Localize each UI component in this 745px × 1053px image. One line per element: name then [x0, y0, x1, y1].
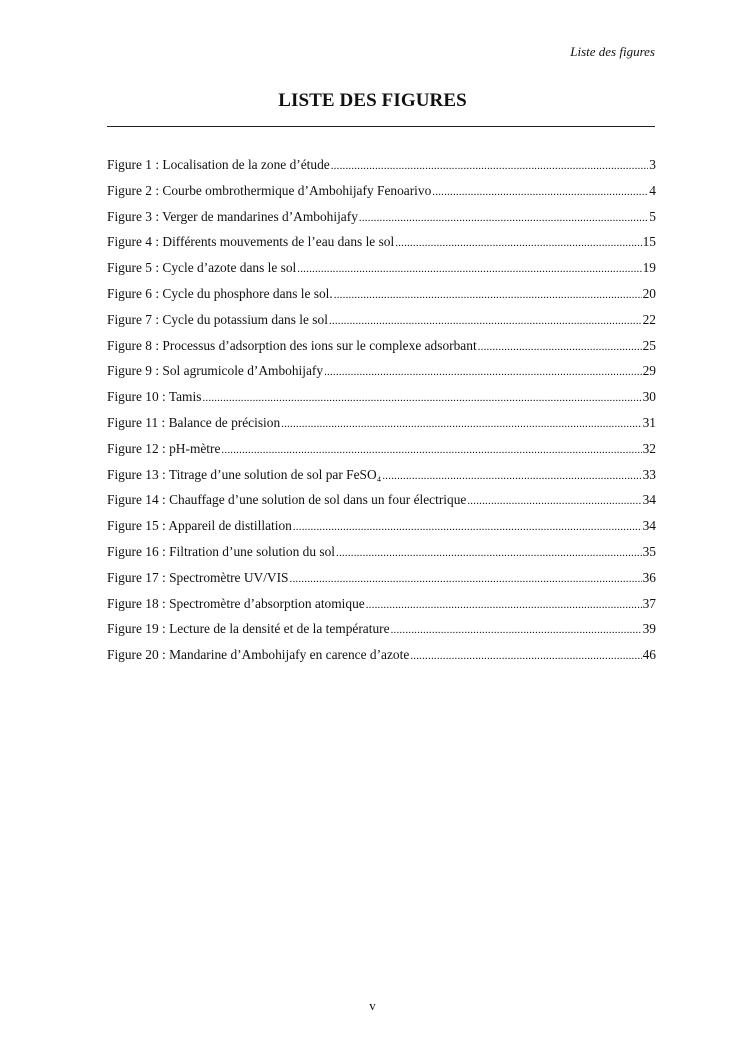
- figure-caption: Figure 17 : Spectromètre UV/VIS: [107, 569, 289, 585]
- figure-caption: Figure 1 : Localisation de la zone d’étude: [107, 157, 330, 172]
- figure-page-number: 32: [642, 440, 656, 456]
- figure-page-number: 4: [649, 182, 656, 198]
- list-item[interactable]: [107, 436, 656, 462]
- dot-leader: [221, 438, 641, 464]
- figure-caption: Figure 12 : pH-mètre: [107, 440, 221, 456]
- dot-leader: [410, 644, 641, 670]
- list-item[interactable]: [107, 513, 656, 539]
- dot-leader: [382, 464, 641, 490]
- figure-page-number: 46: [642, 647, 656, 663]
- figure-page-number: 29: [642, 363, 656, 379]
- figure-page-number: 25: [642, 337, 656, 353]
- dot-leader: [331, 154, 649, 180]
- page-number: v: [369, 998, 376, 1013]
- list-item[interactable]: [107, 204, 656, 230]
- list-item[interactable]: [107, 591, 656, 617]
- figure-page-number: 5: [649, 208, 656, 224]
- dot-leader: [336, 541, 642, 567]
- list-item[interactable]: [107, 178, 656, 204]
- figure-page-number: 33: [642, 466, 656, 482]
- running-header: Liste des figures: [570, 44, 655, 59]
- list-item[interactable]: [107, 462, 656, 488]
- list-item[interactable]: [107, 333, 656, 359]
- figure-caption: Figure 10 : Tamis: [107, 389, 202, 405]
- dot-leader: [366, 593, 642, 619]
- figure-page-number: 39: [642, 621, 656, 637]
- list-item[interactable]: [107, 410, 656, 436]
- dot-leader: [478, 335, 642, 361]
- figure-caption: Figure 6 : Cycle du phosphore dans le sol.: [107, 285, 333, 301]
- dot-leader: [359, 206, 648, 232]
- figure-caption: Figure 18 : Spectromètre d’absorption atomique: [107, 595, 365, 611]
- list-item[interactable]: [107, 642, 656, 668]
- title-divider: [107, 126, 655, 127]
- list-item[interactable]: [107, 539, 656, 565]
- dot-leader: [391, 618, 642, 644]
- figure-page-number: 34: [642, 518, 656, 534]
- list-item[interactable]: [107, 281, 656, 307]
- list-item[interactable]: [107, 487, 656, 513]
- figure-caption: Figure 16 : Filtration d’une solution du sol: [107, 543, 336, 559]
- figure-page-number: 15: [642, 234, 656, 250]
- dot-leader: [329, 309, 642, 335]
- dot-leader: [281, 412, 641, 438]
- list-item[interactable]: [107, 616, 656, 642]
- figure-page-number: 22: [642, 311, 656, 327]
- dot-leader: [467, 489, 641, 515]
- figure-caption: Figure 14 : Chauffage d’une solution de sol dans un four électrique: [107, 492, 467, 508]
- figure-caption: Figure 7 : Cycle du potassium dans le sol: [107, 311, 328, 327]
- figure-caption: Figure 2 : Courbe ombrothermique d’Ambohijafy Fenoarivo: [107, 182, 432, 198]
- figure-page-number: 34: [642, 492, 656, 508]
- figure-list: [107, 152, 656, 668]
- figure-page-number: 35: [642, 543, 656, 559]
- figure-caption: Figure 11 : Balance de précision: [107, 414, 281, 430]
- figure-caption: Figure 13 : Titrage d’une solution de sol par FeSO₄: [107, 466, 382, 482]
- dot-leader: [432, 180, 648, 206]
- dot-leader: [297, 257, 641, 283]
- dot-leader: [395, 231, 641, 257]
- dot-leader: [290, 567, 642, 593]
- list-item[interactable]: [107, 384, 656, 410]
- page-title: LISTE DES FIGURES: [278, 90, 467, 111]
- figure-caption: Figure 8 : Processus d’adsorption des ions sur le complexe adsorbant: [107, 337, 477, 353]
- dot-leader: [334, 283, 642, 309]
- list-item[interactable]: [107, 565, 656, 591]
- dot-leader: [293, 515, 642, 541]
- figure-caption: Figure 9 : Sol agrumicole d’Ambohijafy: [107, 363, 324, 379]
- figure-caption: Figure 5 : Cycle d’azote dans le sol: [107, 260, 297, 276]
- figure-page-number: 20: [642, 285, 656, 301]
- figure-page-number: 19: [642, 260, 656, 276]
- list-item[interactable]: [107, 229, 656, 255]
- dot-leader: [324, 360, 642, 386]
- figure-caption: Figure 20 : Mandarine d’Ambohijafy en carence d’azote: [107, 647, 410, 663]
- list-item[interactable]: [107, 152, 656, 178]
- figure-page-number: 3: [649, 157, 656, 172]
- figure-page-number: 31: [642, 414, 656, 430]
- figure-caption: Figure 3 : Verger de mandarines d’Ambohijafy: [107, 208, 358, 224]
- figure-page-number: 37: [642, 595, 656, 611]
- list-item[interactable]: [107, 255, 656, 281]
- dot-leader: [202, 386, 641, 412]
- figure-caption: Figure 19 : Lecture de la densité et de la température: [107, 621, 390, 637]
- figure-caption: Figure 4 : Différents mouvements de l’eau dans le sol: [107, 234, 395, 250]
- list-item[interactable]: [107, 358, 656, 384]
- figure-caption: Figure 15 : Appareil de distillation: [107, 518, 292, 534]
- list-item[interactable]: [107, 307, 656, 333]
- figure-page-number: 30: [642, 389, 656, 405]
- figure-page-number: 36: [642, 569, 656, 585]
